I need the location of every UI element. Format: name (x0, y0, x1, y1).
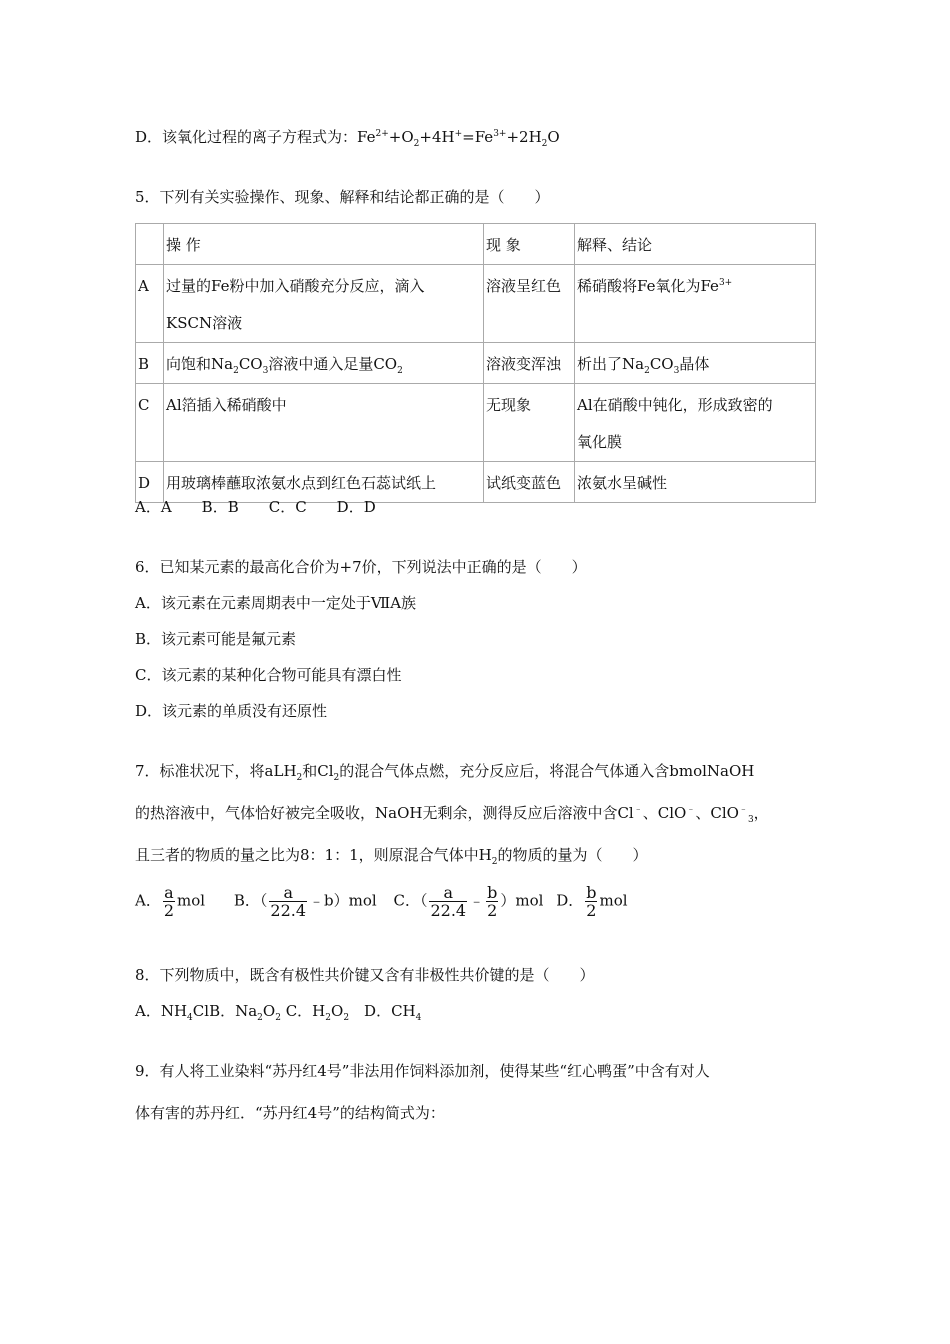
q7-option-c: C．（ $\frac{a}{22.4}$ ﹣ $\frac{b}{2}$ ）mol (393, 883, 544, 920)
fraction: $\frac{a}{22.4}$ (270, 883, 307, 920)
fraction: $\frac{b}{2}$ (586, 883, 597, 920)
header-cell: 操 作 (164, 224, 484, 265)
q7-options (135, 884, 628, 919)
table-row (136, 384, 816, 462)
header-cell: 解释、结论 (575, 224, 816, 265)
header-cell: 现 象 (484, 224, 575, 265)
conclusion-cell: 稀硝酸将Fe氧化为$Fe^{3+}$ (575, 265, 816, 343)
header-cell (136, 224, 164, 265)
operation-cell: 过量的Fe粉中加入硝酸充分反应，滴入 KSCN溶液 (164, 265, 484, 343)
q6-option-a: A．该元素在元素周期表中一定处于ⅦA族 (135, 594, 417, 612)
q7-option-a: A． $\frac{a}{2}$ mol (135, 883, 206, 920)
q8-stem: 8．下列物质中，既含有极性共价键又含有非极性共价键的是（ ） (135, 966, 595, 984)
operation-cell: 用玻璃棒蘸取浓氨水点到红色石蕊试纸上 (164, 462, 484, 503)
phenomenon-cell: 试纸变蓝色 (484, 462, 575, 503)
q9-line-2: 体有害的苏丹红．“苏丹红4号”的结构简式为： (135, 1104, 445, 1122)
q6-option-d: D．该元素的单质没有还原性 (135, 702, 328, 720)
table-row (136, 343, 816, 384)
q8-options: A．$NH_4ClB$．$Na_2O_2$ C．$H_2O_2$ D．$CH_4$ (135, 1002, 422, 1023)
fraction: $\frac{b}{2}$ (487, 883, 498, 920)
row-label: B (136, 343, 164, 384)
q7-line-2: 的热溶液中，气体恰好被完全吸收，NaOH无剩余，测得反应后溶液中含Cl﹣、ClO﹣、ClO﹣$_3$， (135, 804, 769, 825)
q5-stem: 5．下列有关实验操作、现象、解释和结论都正确的是（ ） (135, 188, 550, 206)
q7-option-d: D． $\frac{b}{2}$ mol (556, 883, 628, 920)
conclusion-cell: 析出了$Na_2CO_3$晶体 (575, 343, 816, 384)
table-row (136, 265, 816, 343)
row-label: C (136, 384, 164, 462)
q4-option-d: D．该氧化过程的离子方程式为：$Fe^{2+}+O_2+4H^+=Fe^{3+}+2H_2O$ (135, 128, 560, 149)
conclusion-cell: Al在硝酸中钝化，形成致密的 氧化膜 (575, 384, 816, 462)
q7-line-3: 且三者的物质的量之比为8：1：1，则原混合气体中$H_2$的物质的量为（ ） (135, 846, 648, 867)
table-header-row (136, 224, 816, 265)
q6-stem: 6．已知某元素的最高化合价为+7价，下列说法中正确的是（ ） (135, 558, 587, 576)
q6-option-b: B．该元素可能是氟元素 (135, 630, 297, 648)
q7-line-1: 7．标准状况下，将aLH$_2$和$Cl_2$的混合气体点燃，充分反应后，将混合气体通入含bmolNaOH (135, 762, 755, 783)
row-label: A (136, 265, 164, 343)
phenomenon-cell: 溶液呈红色 (484, 265, 575, 343)
q5-table (135, 223, 816, 503)
row-label: D (136, 462, 164, 503)
q5-options: A．A B．B C．C D．D (135, 498, 376, 516)
conclusion-cell: 浓氨水呈碱性 (575, 462, 816, 503)
q6-option-c: C．该元素的某种化合物可能具有漂白性 (135, 666, 402, 684)
fraction: $\frac{a}{2}$ (163, 883, 175, 920)
phenomenon-cell: 无现象 (484, 384, 575, 462)
operation-cell: 向饱和$Na_2CO_3$溶液中通入足量$CO_2$ (164, 343, 484, 384)
q7-option-b: B．（ $\frac{a}{22.4}$ ﹣b）mol (233, 883, 377, 920)
phenomenon-cell: 溶液变浑浊 (484, 343, 575, 384)
fraction: $\frac{a}{22.4}$ (430, 883, 467, 920)
q9-line-1: 9．有人将工业染料“苏丹红4号”非法用作饲料添加剂，使得某些“红心鸭蛋”中含有对人 (135, 1062, 710, 1080)
operation-cell: Al箔插入稀硝酸中 (164, 384, 484, 462)
